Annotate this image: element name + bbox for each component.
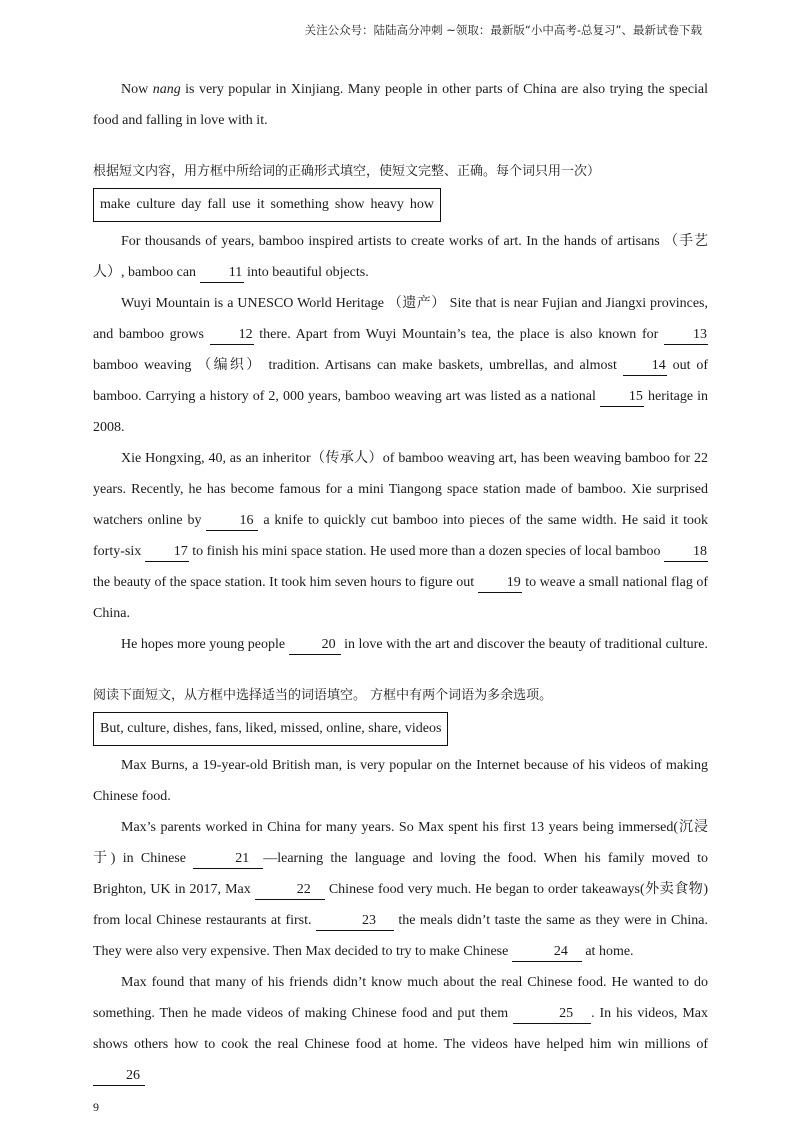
blank-21[interactable]: 21 [193, 850, 263, 869]
word-box-item: culture [136, 197, 176, 212]
blank-19[interactable]: 19 [478, 574, 522, 593]
section1-instruction: 根据短文内容，用方框中所给词的正确形式填空，使短文完整、正确。每个词只用一次） [93, 164, 601, 179]
blank-16[interactable]: 16 [206, 512, 258, 531]
blank-15[interactable]: 15 [600, 388, 644, 407]
word-box-item: day [181, 197, 202, 212]
word-box-item: show [334, 197, 365, 212]
blank-20[interactable]: 20 [289, 636, 341, 655]
section1-paragraph-3: Xie Hongxing, 40, as an inheritor（传承人）of bamboo weaving art, has been weaving bamboo for 22 years. Recently, he has become famous for a mini Tiangong space station made of bamboo. Xie surprised watchers online by 16 a knife to quickly cut bamboo into pieces of the same width. He said it took forty-six 17 to finish his mini space station. He used more than a dozen species of local bamboo 18 the beauty of the space station. It took him seven hours to figure out 19 to weave a small national flag of China. [93, 451, 709, 621]
section1-paragraph-2: Wuyi Mountain is a UNESCO World Heritage （遗产） Site that is near Fujian and Jiangxi provinces, and bamboo grows 12 there. Apart from Wuyi Mountain’s tea, the place is also known for 13 bamboo weaving （编织） tradition. Artisans can make baskets, umbrellas, and almost 14 out of bamboo. Carrying a history of 2, 000 years, bamboo weaving art was listed as a national 15 heritage in 2008. [93, 296, 709, 435]
word-box-item: fall [207, 197, 227, 212]
blank-14[interactable]: 14 [623, 357, 667, 376]
section2-paragraph-2: Max’s parents worked in China for many years. So Max spent his first 13 years being immersed(沉浸于) in Chinese 21 —learning the language and loving the food. When his family moved to Brighton, UK in 2017, Max 22 Chinese food very much. He began to order takeaways(外卖食物) from local Chinese restaurants at first. 23 the meals didn’t taste the same as they were in China. They were also very expensive. Then Max decided to try to make Chinese 24 at home. [93, 812, 708, 967]
blank-12[interactable]: 12 [210, 326, 254, 345]
blank-11[interactable]: 11 [200, 264, 244, 283]
word-box-1 [93, 188, 441, 222]
word-box-item: make [100, 197, 131, 212]
blank-23[interactable]: 23 [316, 912, 394, 931]
section1-paragraph-1: For thousands of years, bamboo inspired artists to create works of art. In the hands of artisans （手艺人）, bamboo can 11 into beautiful objects. [93, 226, 708, 288]
section1-paragraph-4: He hopes more young people 20 in love with the art and discover the beauty of traditional culture. [93, 629, 708, 660]
blank-13[interactable]: 13 [664, 326, 708, 345]
page-content [93, 74, 708, 1091]
word-box-item: use [232, 197, 251, 212]
word-box-item: how [409, 197, 434, 212]
word-box-item: something [270, 197, 329, 212]
section2-instruction: 阅读下面短文，从方框中选择适当的词语填空。 方框中有两个词语为多余选项。 [93, 688, 553, 703]
blank-17[interactable]: 17 [145, 543, 189, 562]
page-header: 关注公众号：陆陆高分冲刺 ~领取：最新版“小中高考-总复习”、最新试卷下载 [304, 23, 702, 37]
word-box-2 [93, 712, 448, 746]
blank-22[interactable]: 22 [255, 881, 325, 900]
blank-25[interactable]: 25 [513, 1005, 591, 1024]
word-box-item: heavy [370, 197, 404, 212]
blank-18[interactable]: 18 [664, 543, 708, 562]
blank-24[interactable]: 24 [512, 943, 582, 962]
intro-paragraph: Now nang is very popular in Xinjiang. Many people in other parts of China are also trying the special food and falling in love with it. [93, 82, 708, 128]
word-box-item: it [256, 197, 265, 212]
section2-paragraph-1: Max Burns, a 19-year-old British man, is very popular on the Internet because of his videos of making Chinese food. [93, 758, 708, 804]
section2-paragraph-3: Max found that many of his friends didn’t know much about the real Chinese food. He wanted to do something. Then he made videos of making Chinese food and put them 25 . In his videos, Max shows others how to cook the real Chinese food at home. The videos have helped him win millions of 26 [93, 967, 708, 1091]
page-number: 9 [93, 1100, 99, 1114]
word-box-text: But, culture, dishes, fans, liked, missed, online, share, videos [100, 721, 442, 736]
blank-26[interactable]: 26 [93, 1067, 145, 1086]
